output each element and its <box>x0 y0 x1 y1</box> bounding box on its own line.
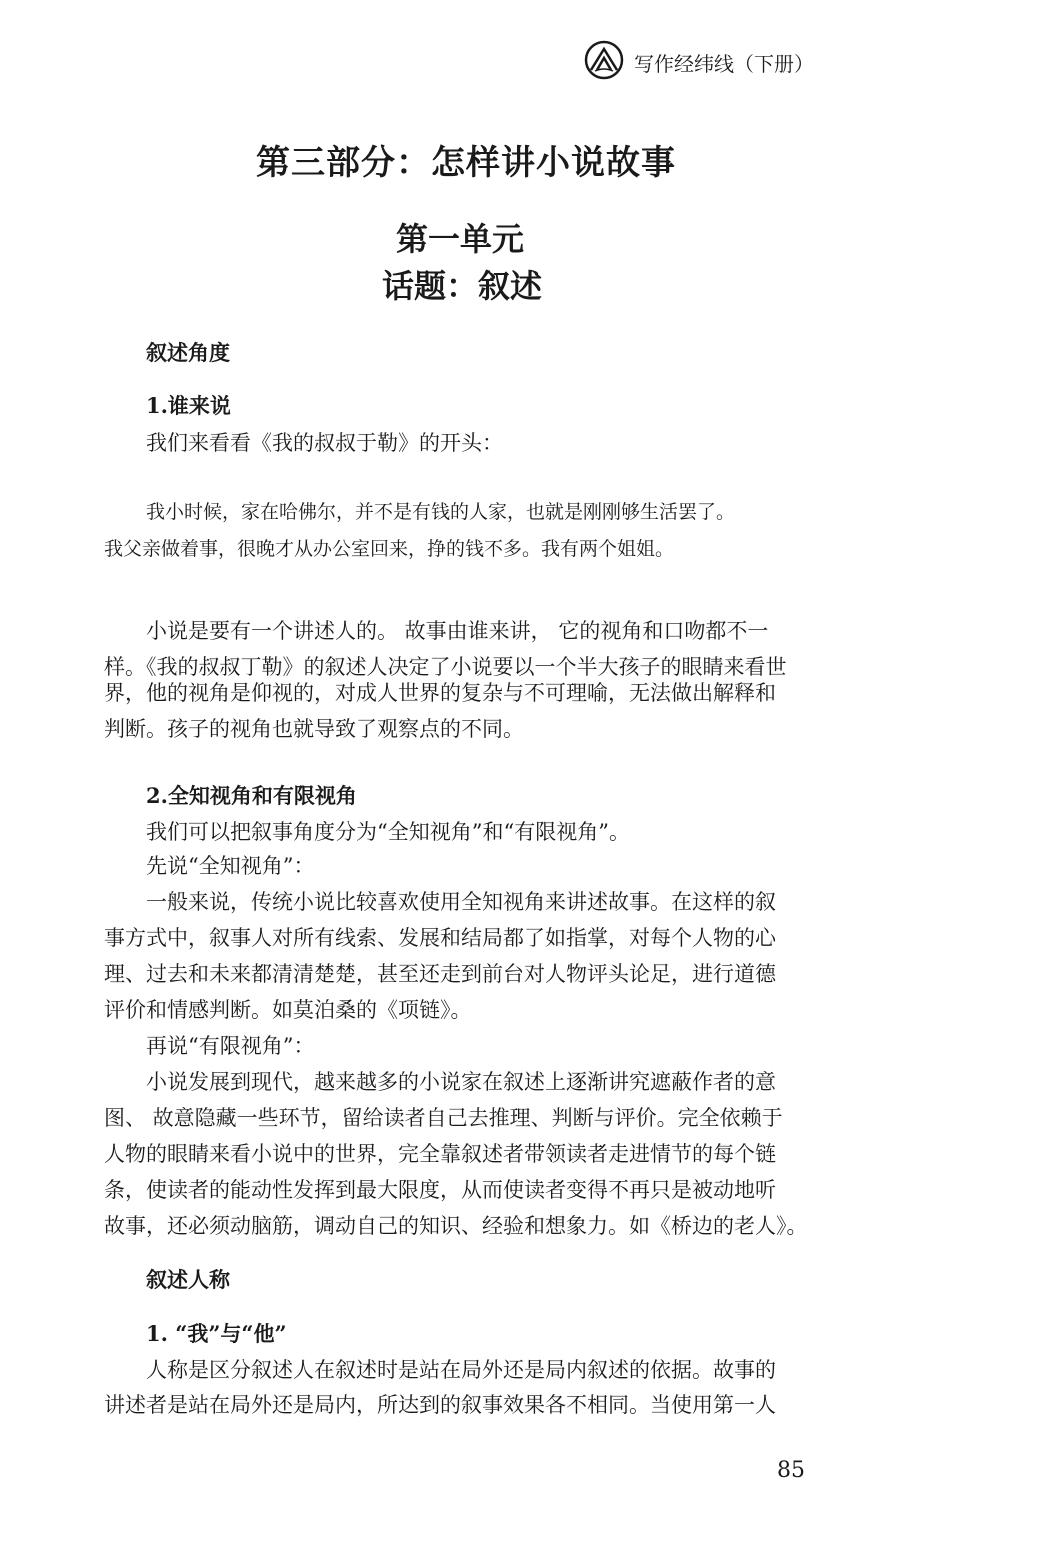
part-title: 第三部分：怎样讲小说故事 <box>256 143 676 183</box>
body-line: 小说发展到现代，越来越多的小说家在叙述上逐渐讲究遮蔽作者的意 <box>146 1070 776 1094</box>
body-line: 人物的眼睛来看小说中的世界，完全靠叙述者带领读者走进情节的每个链 <box>104 1142 776 1166</box>
body-line: 事方式中，叙事人对所有线索、发展和结局都了如指掌，对每个人物的心 <box>104 926 776 950</box>
subheading-omniscient-limited: 2.全知视角和有限视角 <box>146 783 357 808</box>
body-line: 小说是要有一个讲述人的。 故事由谁来讲， 它的视角和口吻都不一 <box>146 619 769 643</box>
body-line: 理、过去和未来都清清楚楚，甚至还走到前台对人物评头论足，进行道德 <box>104 962 776 986</box>
body-line: 再说“有限视角”： <box>146 1034 315 1058</box>
body-line: 评价和情感判断。如莫泊桑的《项链》。 <box>104 998 472 1022</box>
quote-line: 我父亲做着事，很晚才从办公室回来，挣的钱不多。我有两个姐姐。 <box>104 538 675 560</box>
subheading-i-and-he: 1. “我”与“他” <box>146 1321 287 1346</box>
body-line: 故事，还必须动脑筋，调动自己的知识、经验和想象力。如《桥边的老人》。 <box>104 1214 808 1238</box>
quote-line: 我小时候，家在哈佛尔，并不是有钱的人家，也就是刚刚够生活罢了。 <box>146 501 736 523</box>
page-number: 85 <box>777 1458 805 1483</box>
section-heading-narrative-person: 叙述人称 <box>146 1267 230 1292</box>
body-line: 样。《我的叔叔丁勒》的叙述人决定了小说要以一个半大孩子的眼睛来看世 <box>104 655 787 679</box>
body-line: 先说“全知视角”： <box>146 854 315 878</box>
book-mountain-logo-icon <box>584 40 624 80</box>
subheading-who-narrates: 1.谁来说 <box>146 393 231 418</box>
body-line: 我们来看看《我的叔叔于勒》的开头： <box>146 431 503 455</box>
body-line: 判断。孩子的视角也就导致了观察点的不同。 <box>104 717 524 741</box>
body-line: 人称是区分叙述人在叙述时是站在局外还是局内叙述的依据。故事的 <box>146 1358 776 1382</box>
body-line: 界，他的视角是仰视的，对成人世界的复杂与不可理喻，无法做出解释和 <box>104 681 776 705</box>
body-line: 我们可以把叙事角度分为“全知视角”和“有限视角”。 <box>146 820 630 844</box>
section-heading-narrative-angle: 叙述角度 <box>146 340 230 365</box>
unit-title: 第一单元 <box>396 220 525 258</box>
body-line: 条，使读者的能动性发挥到最大限度，从而使读者变得不再只是被动地听 <box>104 1178 776 1202</box>
topic-title: 话题：叙述 <box>382 267 543 305</box>
body-line: 讲述者是站在局外还是局内，所达到的叙事效果各不相同。当使用第一人 <box>104 1393 776 1417</box>
body-line: 图、 故意隐藏一些环节，留给读者自己去推理、判断与评价。完全依赖于 <box>104 1106 783 1130</box>
running-header-title: 写作经纬线（下册） <box>634 52 814 76</box>
body-line: 一般来说，传统小说比较喜欢使用全知视角来讲述故事。在这样的叙 <box>146 890 776 914</box>
